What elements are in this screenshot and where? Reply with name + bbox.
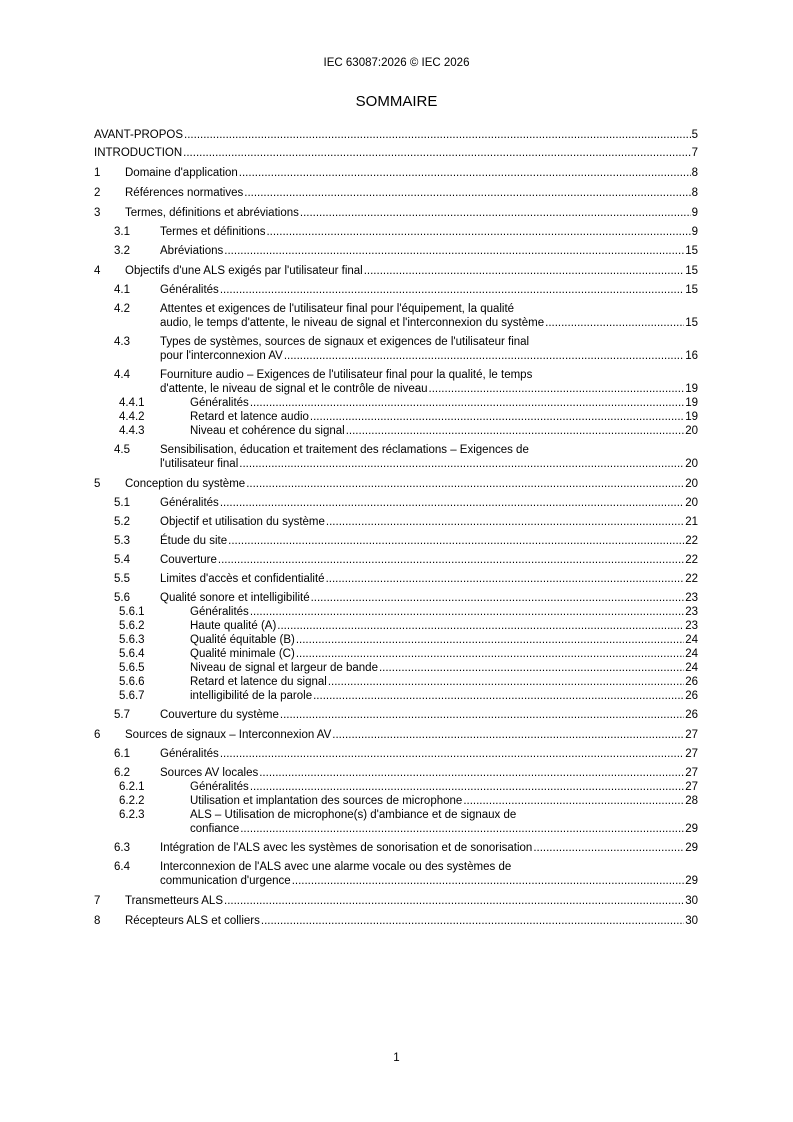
dot-leader [220,747,684,761]
dot-leader [296,633,684,647]
dot-leader [533,841,684,855]
toc-entry[interactable] [94,619,698,633]
toc-entry-title-continued: l'utilisateur final [160,458,239,470]
toc-page-number: 9 [691,226,698,238]
dot-leader [266,225,690,239]
toc-page-number: 30 [685,895,698,907]
dot-leader [224,244,684,258]
dot-leader [220,283,684,297]
dot-leader [379,661,684,675]
toc-page-number: 19 [685,397,698,409]
toc-entry-number: 5.6.5 [119,662,145,674]
toc-entry-number: 4.4.1 [119,397,145,409]
dot-leader [292,874,685,888]
toc-entry-title: Termes et définitions [160,226,266,238]
dot-leader [218,553,684,567]
toc-entry-title: Généralités [160,497,219,509]
dot-leader [240,822,684,836]
toc-entry[interactable] [94,888,698,908]
toc-entry-title: INTRODUCTION [94,147,183,159]
toc-entry-title: Niveau de signal et largeur de bande [190,662,378,674]
toc-page-number: 16 [685,350,698,362]
toc-page-number: 29 [685,823,698,835]
toc-entry-number: 1 [94,167,101,179]
toc-entry-title: Généralités [160,284,219,296]
dot-leader [326,515,684,529]
toc-entry-title: Retard et latence audio [190,411,309,423]
toc-entry-number: 4.4.2 [119,411,145,423]
toc-entry[interactable] [94,908,698,928]
toc-page-number: 26 [685,709,698,721]
toc-entry-number: 5.6.7 [119,690,145,702]
toc-page-number: 19 [685,383,698,395]
toc-entry-title: Limites d'accès et confidentialité [160,573,325,585]
dot-leader [364,264,684,278]
toc-entry[interactable] [94,722,698,742]
toc-page-number: 15 [685,265,698,277]
dot-leader [239,166,691,180]
toc-page-number: 26 [685,676,698,688]
toc-page-number: 20 [685,478,698,490]
toc-entry[interactable] [94,200,698,220]
toc-entry-title: intelligibilité de la parole [190,690,313,702]
toc-entry[interactable] [94,142,698,160]
toc-entry[interactable] [94,160,698,180]
toc-page-number: 23 [685,592,698,604]
toc-entry-title: Récepteurs ALS et colliers [125,915,260,927]
toc-page-number: 15 [685,245,698,257]
toc-entry-number: 5.7 [114,709,130,721]
toc-page-number: 23 [685,606,698,618]
toc-page-number: 23 [685,620,698,632]
toc-page-number: 21 [685,516,698,528]
dot-leader [259,766,684,780]
toc-entry-number: 4.4.3 [119,425,145,437]
toc-entry[interactable] [94,124,698,142]
toc-entry-number: 3.1 [114,226,130,238]
toc-entry[interactable] [94,675,698,689]
dot-leader [250,780,684,794]
dot-leader [246,477,684,491]
toc-entry-number: 6 [94,729,101,741]
toc-page-number: 5 [691,129,698,141]
toc-entry-number: 7 [94,895,101,907]
toc-entry-title: Généralités [190,397,249,409]
toc-entry-number: 5.6.4 [119,648,145,660]
toc-entry-title: Qualité minimale (C) [190,648,295,660]
dot-leader [244,186,690,200]
toc-page-number: 26 [685,690,698,702]
toc-entry[interactable] [94,761,698,780]
dot-leader [224,894,684,908]
toc-entry-number: 6.2 [114,767,130,779]
toc-entry-title: Fourniture audio – Exigences de l'utilisateur final pour la qualité, le temps [160,369,533,381]
toc-entry-number: 6.1 [114,748,130,760]
toc-page-number: 22 [685,554,698,566]
dot-leader [296,647,684,661]
toc-entry-title: Termes, définitions et abréviations [125,207,299,219]
dot-leader [311,591,685,605]
toc-entry-title: Étude du site [160,535,228,547]
toc-entry[interactable] [94,742,698,761]
toc-entry[interactable] [94,548,698,567]
toc-entry-number: 5.3 [114,535,130,547]
toc-entry-number: 4.3 [114,336,130,348]
toc-page-number: 27 [685,781,698,793]
dot-leader [250,605,684,619]
toc-entry[interactable] [94,647,698,661]
toc-entry-title: Domaine d'application [125,167,238,179]
table-of-contents [94,124,698,928]
toc-entry-number: 5 [94,478,101,490]
dot-leader [346,424,684,438]
toc-page-number: 24 [685,662,698,674]
dot-leader [250,396,684,410]
toc-entry-number: 6.3 [114,842,130,854]
dot-leader [328,675,684,689]
toc-entry-title: Retard et latence du signal [190,676,327,688]
toc-page-number: 8 [691,187,698,199]
toc-entry-title: Attentes et exigences de l'utilisateur final pour l'équipement, la qualité [160,303,515,315]
toc-entry[interactable] [94,780,698,794]
toc-entry[interactable] [94,855,698,888]
dot-leader [183,146,690,160]
toc-entry-title: Couverture [160,554,217,566]
toc-entry-title: Types de systèmes, sources de signaux et exigences de l'utilisateur final [160,336,530,348]
toc-entry-title: Couverture du système [160,709,279,721]
page-number: 1 [393,1052,400,1064]
toc-entry-number: 6.2.2 [119,795,145,807]
dot-leader [313,689,684,703]
toc-entry-number: 8 [94,915,101,927]
dot-leader [284,349,684,363]
toc-entry[interactable] [94,424,698,438]
toc-entry[interactable] [94,491,698,510]
toc-entry[interactable] [94,396,698,410]
toc-entry-title: Objectifs d'une ALS exigés par l'utilisateur final [125,265,363,277]
toc-entry-number: 5.1 [114,497,130,509]
toc-entry-number: 5.6.6 [119,676,145,688]
dot-leader [239,457,684,471]
toc-entry-title: Haute qualité (A) [190,620,277,632]
toc-page-number: 28 [685,795,698,807]
toc-page-number: 7 [691,147,698,159]
toc-entry[interactable] [94,808,698,836]
toc-entry-number: 4.1 [114,284,130,296]
toc-entry[interactable] [94,258,698,278]
toc-entry-number: 5.6.2 [119,620,145,632]
toc-entry-number: 3 [94,207,101,219]
toc-entry-number: 5.5 [114,573,130,585]
toc-page-number: 15 [685,284,698,296]
dot-leader [326,572,685,586]
dot-leader [261,914,684,928]
toc-page-number: 24 [685,648,698,660]
dot-leader [228,534,684,548]
toc-page-number: 22 [685,535,698,547]
toc-entry[interactable] [94,703,698,722]
toc-entry[interactable] [94,330,698,363]
toc-entry-number: 4.5 [114,444,130,456]
toc-entry-title: Généralités [190,606,249,618]
toc-entry[interactable] [94,239,698,258]
toc-entry[interactable] [94,410,698,424]
toc-entry[interactable] [94,180,698,200]
toc-entry-number: 6.2.1 [119,781,145,793]
toc-page-number: 20 [685,425,698,437]
toc-entry-number: 5.6 [114,592,130,604]
page-title: SOMMAIRE [355,93,438,110]
toc-entry[interactable] [94,794,698,808]
toc-entry-title: Généralités [190,781,249,793]
toc-page-number: 15 [685,317,698,329]
toc-entry-title: Intégration de l'ALS avec les systèmes de sonorisation et de sonorisation [160,842,533,854]
dot-leader [277,619,684,633]
toc-entry-title-continued: communication d'urgence [160,875,291,887]
toc-entry-number: 4 [94,265,101,277]
toc-page-number: 24 [685,634,698,646]
toc-page-number: 9 [691,207,698,219]
toc-page-number: 29 [685,875,698,887]
toc-page-number: 27 [685,767,698,779]
toc-entry-title: ALS – Utilisation de microphone(s) d'ambiance et de signaux de [190,809,517,821]
toc-entry-number: 6.4 [114,861,130,873]
toc-entry[interactable] [94,529,698,548]
dot-leader [545,316,684,330]
toc-entry-title: Sources AV locales [160,767,259,779]
dot-leader [310,410,684,424]
toc-entry-title: Sources de signaux – Interconnexion AV [125,729,332,741]
toc-entry[interactable] [94,605,698,619]
toc-entry[interactable] [94,586,698,605]
toc-entry-title-continued: confiance [190,823,240,835]
toc-entry-title: Conception du système [125,478,246,490]
toc-entry-number: 5.6.3 [119,634,145,646]
toc-entry-title: Qualité équitable (B) [190,634,295,646]
document-header: IEC 63087:2026 © IEC 2026 [323,57,470,69]
toc-entry-title-continued: pour l'interconnexion AV [160,350,283,362]
toc-entry[interactable] [94,510,698,529]
dot-leader [463,794,684,808]
dot-leader [220,496,684,510]
toc-entry-title-continued: d'attente, le niveau de signal et le contrôle de niveau [160,383,428,395]
toc-page-number: 20 [685,497,698,509]
toc-entry-title: Qualité sonore et intelligibilité [160,592,310,604]
toc-entry[interactable] [94,661,698,675]
toc-entry[interactable] [94,567,698,586]
toc-entry-title: Références normatives [125,187,244,199]
toc-entry-number: 5.4 [114,554,130,566]
toc-entry-title: Utilisation et implantation des sources de microphone [190,795,463,807]
toc-entry[interactable] [94,220,698,239]
toc-entry[interactable] [94,438,698,471]
toc-page-number: 30 [685,915,698,927]
toc-page-number: 8 [691,167,698,179]
toc-entry-number: 6.2.3 [119,809,145,821]
toc-entry-title: AVANT-PROPOS [94,129,184,141]
toc-entry-title-continued: audio, le temps d'attente, le niveau de signal et l'interconnexion du système [160,317,545,329]
toc-entry-number: 3.2 [114,245,130,257]
toc-entry-title: Interconnexion de l'ALS avec une alarme vocale ou des systèmes de [160,861,512,873]
toc-entry-number: 5.6.1 [119,606,145,618]
toc-page-number: 29 [685,842,698,854]
toc-entry[interactable] [94,363,698,396]
toc-entry-title: Généralités [160,748,219,760]
toc-entry-number: 4.4 [114,369,130,381]
toc-entry-number: 5.2 [114,516,130,528]
toc-entry-title: Abréviations [160,245,224,257]
toc-page-number: 27 [685,748,698,760]
toc-entry-title: Objectif et utilisation du système [160,516,325,528]
dot-leader [332,728,684,742]
toc-page-number: 19 [685,411,698,423]
dot-leader [300,206,691,220]
toc-entry-title: Transmetteurs ALS [125,895,224,907]
toc-entry[interactable] [94,836,698,855]
toc-entry[interactable] [94,297,698,330]
toc-entry-number: 4.2 [114,303,130,315]
toc-entry-title: Sensibilisation, éducation et traitement des réclamations – Exigences de [160,444,529,456]
toc-entry-number: 2 [94,187,101,199]
toc-page-number: 20 [685,458,698,470]
toc-entry[interactable] [94,471,698,491]
toc-page-number: 27 [685,729,698,741]
dot-leader [280,708,684,722]
toc-entry[interactable] [94,278,698,297]
toc-page-number: 22 [685,573,698,585]
toc-entry[interactable] [94,633,698,647]
dot-leader [429,382,685,396]
toc-entry-title: Niveau et cohérence du signal [190,425,345,437]
dot-leader [184,128,691,142]
toc-entry[interactable] [94,689,698,703]
